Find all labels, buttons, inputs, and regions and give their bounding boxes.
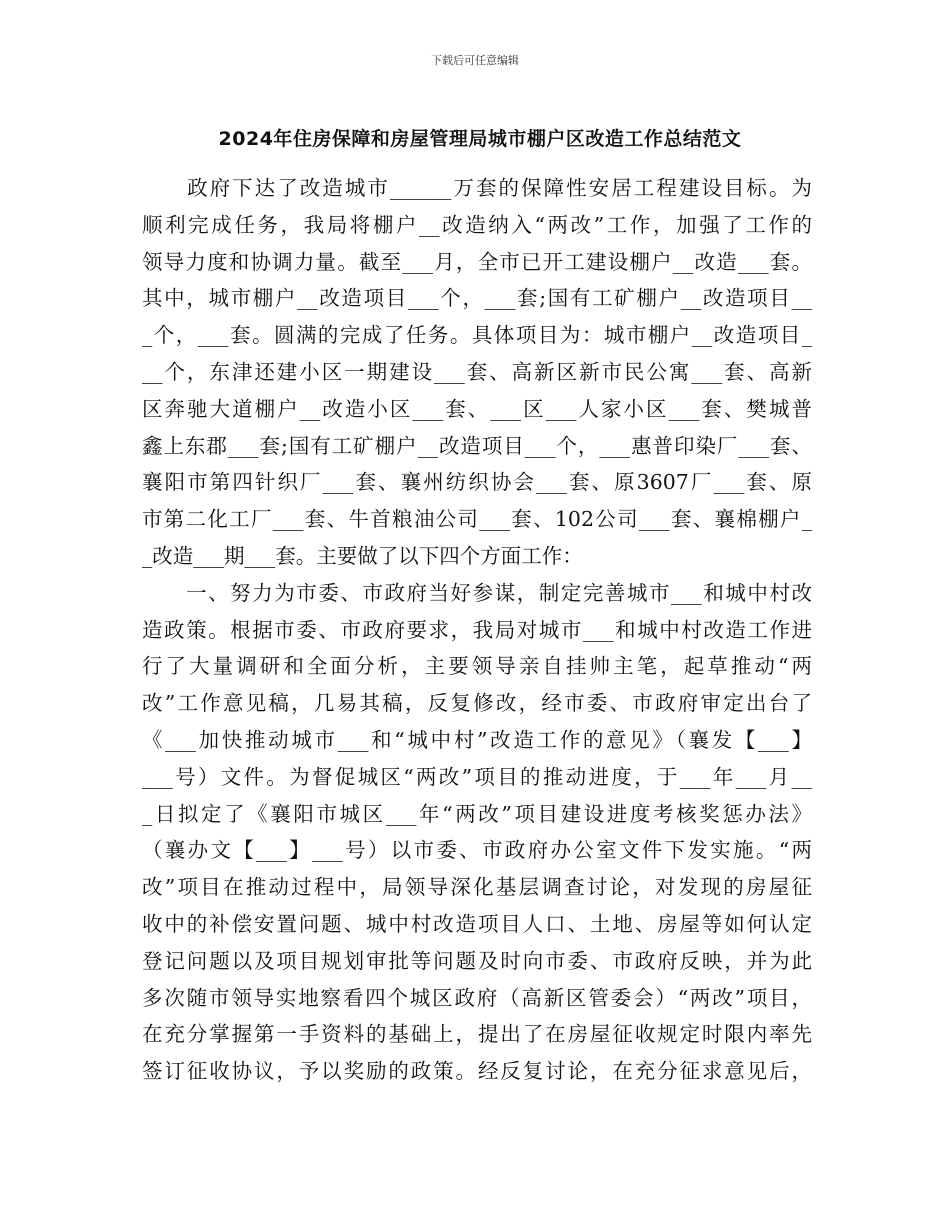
body-line: 顺利完成任务，我局将棚户__改造纳入“两改”工作，加强了工作的 [142,212,812,237]
body-line: 其中，城市棚户__改造项目___个，___套;国有工矿棚户__改造项目__ [142,286,812,311]
header-note: 下载后可任意编辑 [431,54,519,67]
body-line: _改造___期___套。主要做了以下四个方面工作： [142,543,583,568]
body-line: 多次随市领导实地察看四个城区政府（高新区管委会）“两改”项目， [142,985,812,1010]
body-line: 造政策。根据市委、市政府要求，我局对城市___和城中村改造工作进 [142,617,812,642]
body-line: 改”项目在推动过程中，局领导深化基层调查讨论，对发现的房屋征 [142,875,812,900]
body-line: 襄阳市第四针织厂___套、襄州纺织协会___套、原3607厂___套、原 [142,470,812,495]
body-line: 一、努力为市委、市政府当好参谋，制定完善城市___和城中村改 [142,580,812,605]
body-line: 区奔驰大道棚户__改造小区___套、___区___人家小区___套、樊城普 [142,396,812,421]
body-line: 收中的补偿安置问题、城中村改造项目人口、土地、房屋等如何认定 [142,911,812,936]
body-line: _日拟定了《襄阳市城区___年“两改”项目建设进度考核奖惩办法》 [142,801,812,826]
body-line: __个，东津还建小区一期建设___套、高新区新市民公寓___套、高新 [142,359,812,384]
body-line: _个，___套。圆满的完成了任务。具体项目为：城市棚户__改造项目_ [142,323,812,348]
body-line: 鑫上东郡___套;国有工矿棚户__改造项目___个，___惠普印染厂___套、 [142,433,812,458]
body-line: 市第二化工厂___套、牛首粮油公司___套、102公司___套、襄棉棚户_ [142,507,812,532]
body-line: ___号）文件。为督促城区“两改”项目的推动进度，于___年___月__ [142,764,812,789]
body-line: 政府下达了改造城市______万套的保障性安居工程建设目标。为 [142,176,812,200]
body-line: 签订征收协议，予以奖励的政策。经反复讨论，在充分征求意见后， [142,1059,812,1084]
body-line: 改”工作意见稿，几易其稿，反复修改，经市委、市政府审定出台了 [142,691,812,716]
document-title: 2024年住房保障和房屋管理局城市棚户区改造工作总结范文 [218,128,742,150]
body-line: 《___加快推动城市___和“城中村”改造工作的意见》（襄发【___】 [142,727,812,752]
body-line: 领导力度和协调力量。截至___月，全市已开工建设棚户__改造___套。 [142,249,812,274]
document-body [142,170,812,1090]
body-line: （襄办文【___】___号）以市委、市政府办公室文件下发实施。“两 [142,838,812,863]
body-line: 登记问题以及项目规划审批等问题及时向市委、市政府反映，并为此 [142,948,812,973]
body-line: 在充分掌握第一手资料的基础上，提出了在房屋征收规定时限内率先 [142,1022,812,1047]
body-line: 行了大量调研和全面分析，主要领导亲自挂帅主笔，起草推动“两 [142,654,812,679]
